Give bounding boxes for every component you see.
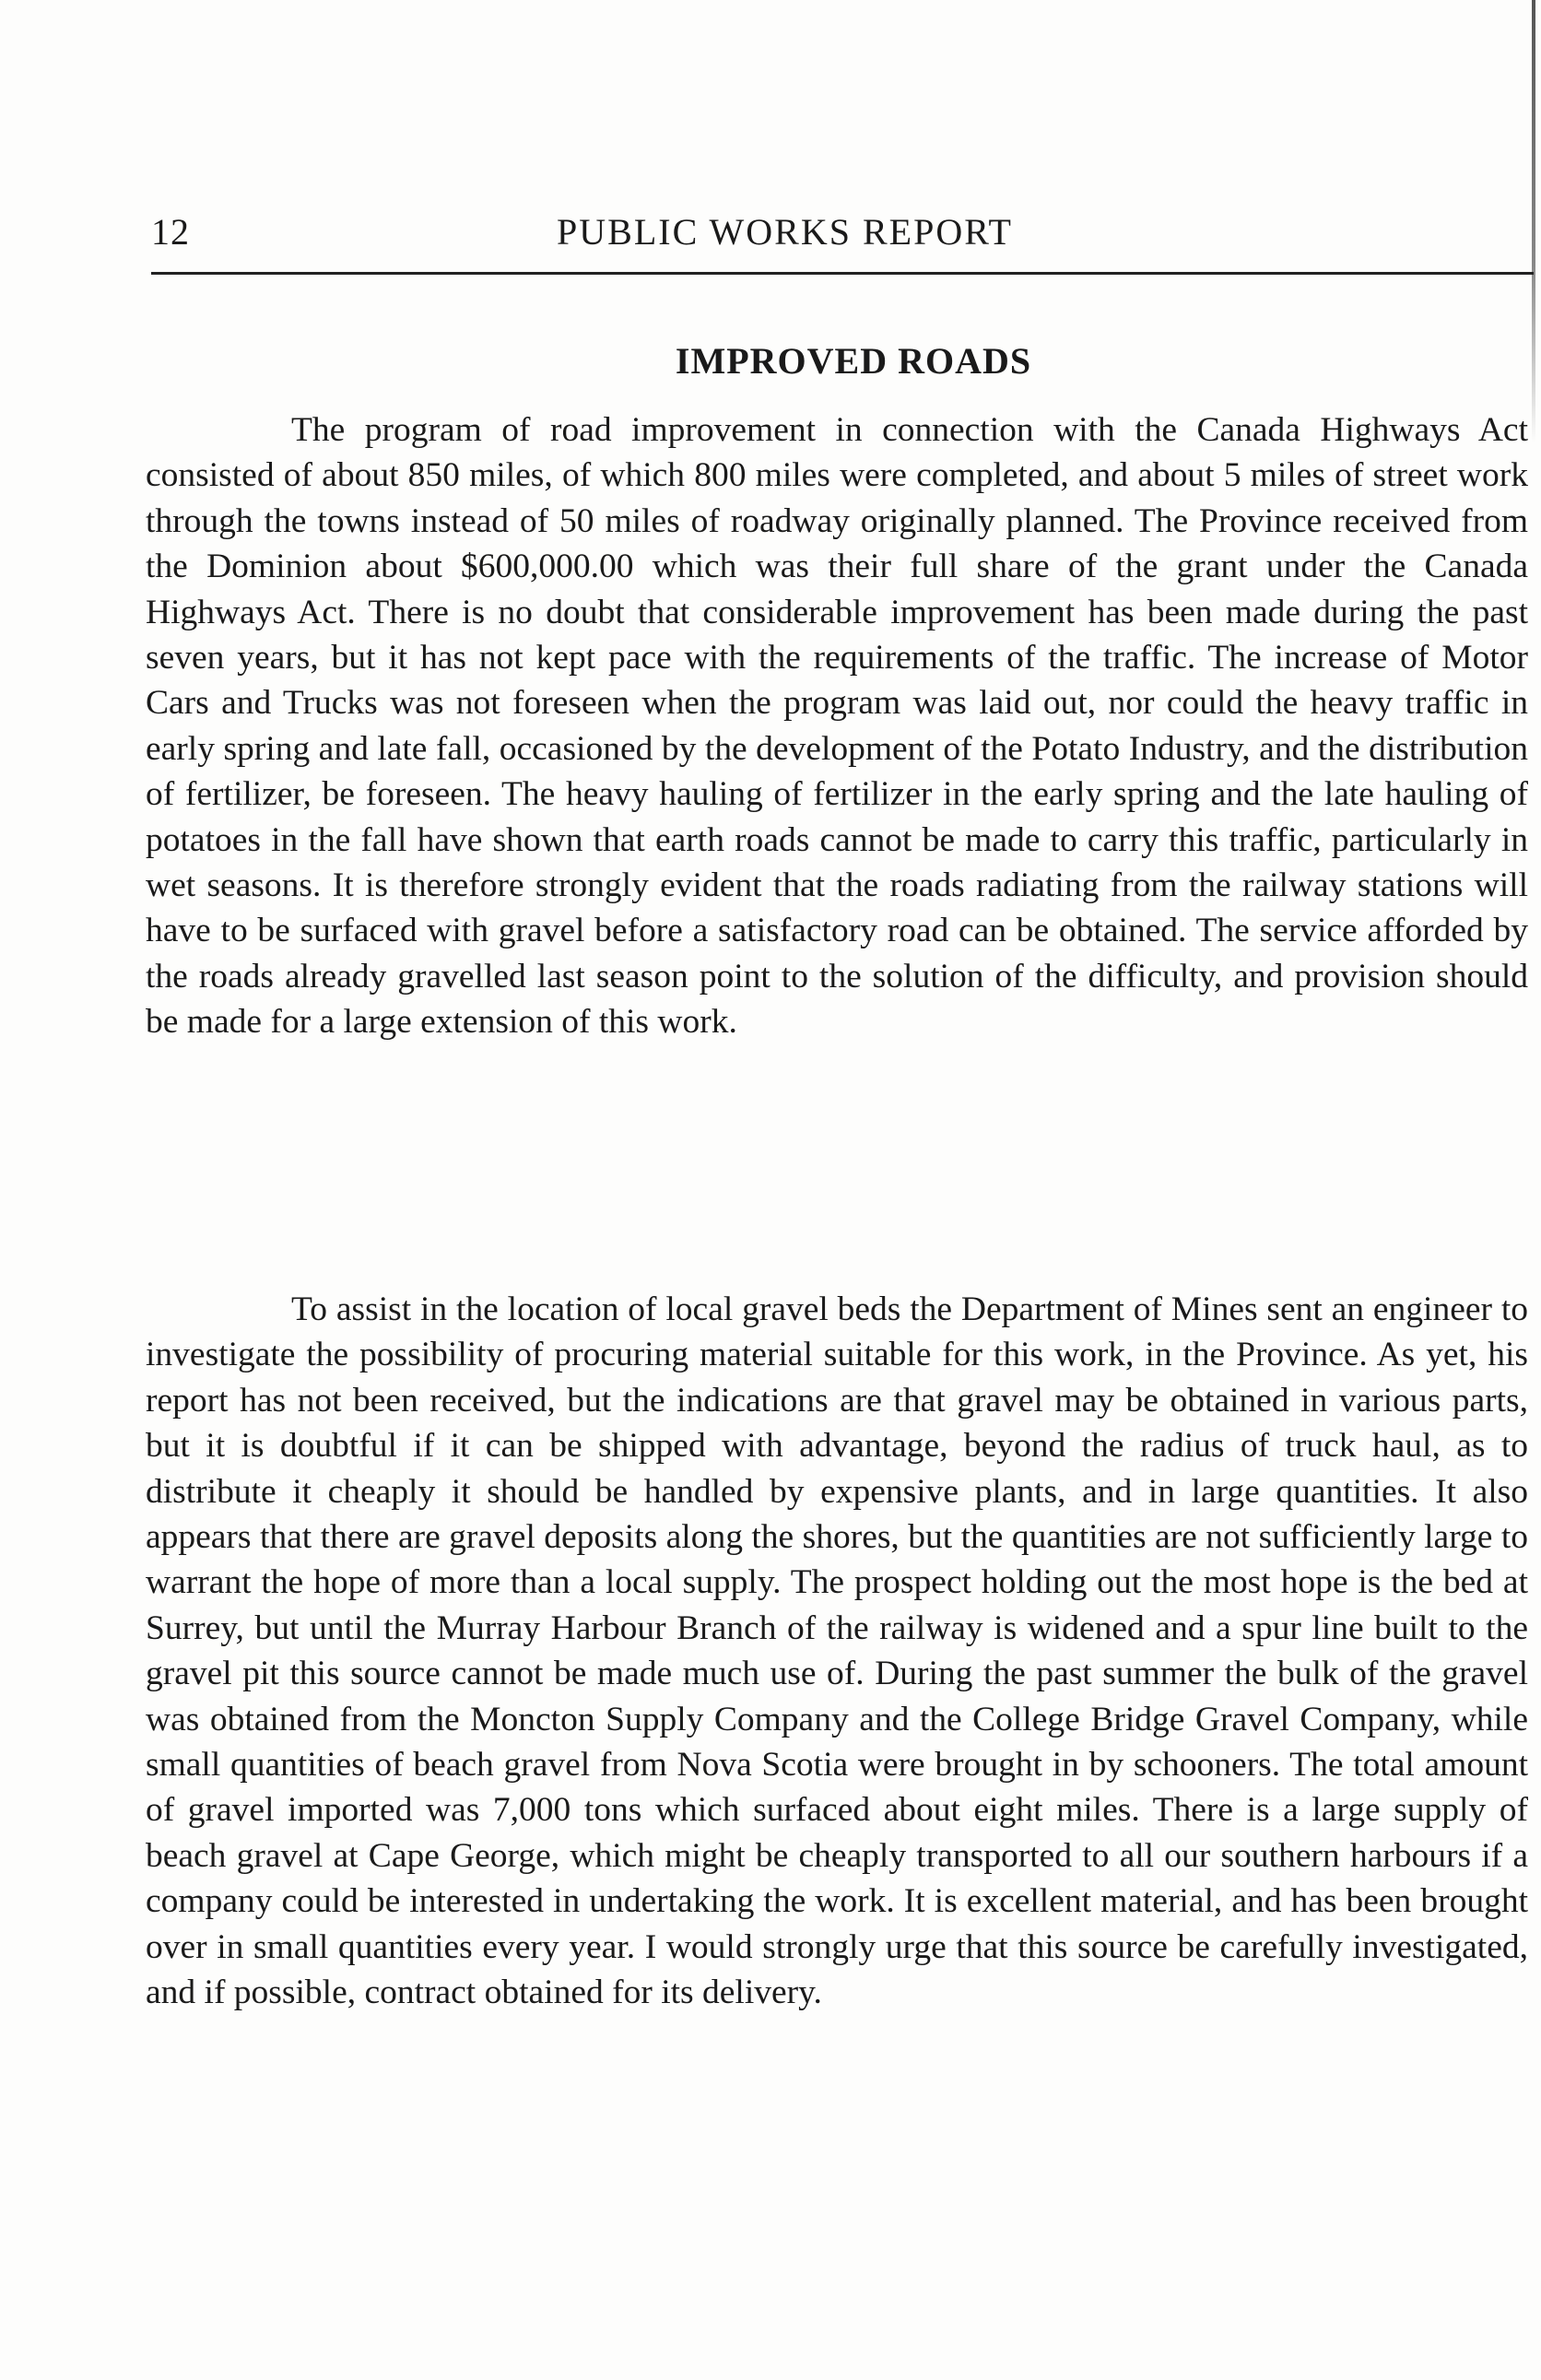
running-header <box>151 210 1534 265</box>
page-number: 12 <box>151 211 190 253</box>
header-rule <box>151 272 1534 275</box>
report-title: PUBLIC WORKS REPORT <box>557 211 1013 253</box>
section-heading: IMPROVED ROADS <box>675 340 1032 382</box>
paragraph-gravel-beds: To assist in the location of local gravel beds the Department of Mines sent an engineer to investigate the possibility of procuring material suitable for this work, in the Province. As yet, his report has not been received, but the indications are that gravel may be obtained in various parts, but it is doubtful if it can be shipped with advantage, beyond the radius of truck haul, as to distribute it cheaply it should be handled by expensive plants, and in large quantities. It also appears that there are gravel deposits along the shores, but the quantities are not sufficiently large to warrant the hope of more than a local supply. The prospect holding out the most hope is the bed at Surrey, but until the Murray Harbour Branch of the railway is widened and a spur line built to the gravel pit this source cannot be made much use of. During the past summer the bulk of the gravel was obtained from the Moncton Supply Company and the College Bridge Gravel Company, while small quantities of beach gravel from Nova Scotia were brought in by schooners. The total amount of gravel imported was 7,000 tons which surfaced about eight miles. There is a large supply of beach gravel at Cape George, which might be cheaply transported to all our southern harbours if a company could be interested in undertaking the work. It is excellent material, and has been brought over in small quantities every year. I would strongly urge that this source be carefully investigated, and if possible, contract obtained for its delivery. <box>146 1290 1528 2012</box>
paragraph-program-of-road-improvement: The program of road improvement in connection with the Canada Highways Act consisted of about 850 miles, of which 800 miles were completed, and about 5 miles of street work through the towns instead of 50 miles of roadway originally planned. The Province received from the Dominion about $600,000.00 which was their full share of the grant under the Canada Highways Act. There is no doubt that considerable improvement has been made during the past seven years, but it has not kept pace with the requirements of the traffic. The increase of Motor Cars and Trucks was not foreseen when the program was laid out, nor could the heavy traffic in early spring and late fall, occasioned by the development of the Potato Industry, and the distribution of fertilizer, be foreseen. The heavy hauling of fertilizer in the early spring and the late hauling of potatoes in the fall have shown that earth roads cannot be made to carry this traffic, particularly in wet seasons. It is therefore strongly evident that the roads radiating from the railway stations will have to be surfaced with gravel before a satisfactory road can be obtained. The service afforded by the roads already gravelled last season point to the solution of the difficulty, and provision should be made for a large extension of this work. <box>146 411 1528 1042</box>
